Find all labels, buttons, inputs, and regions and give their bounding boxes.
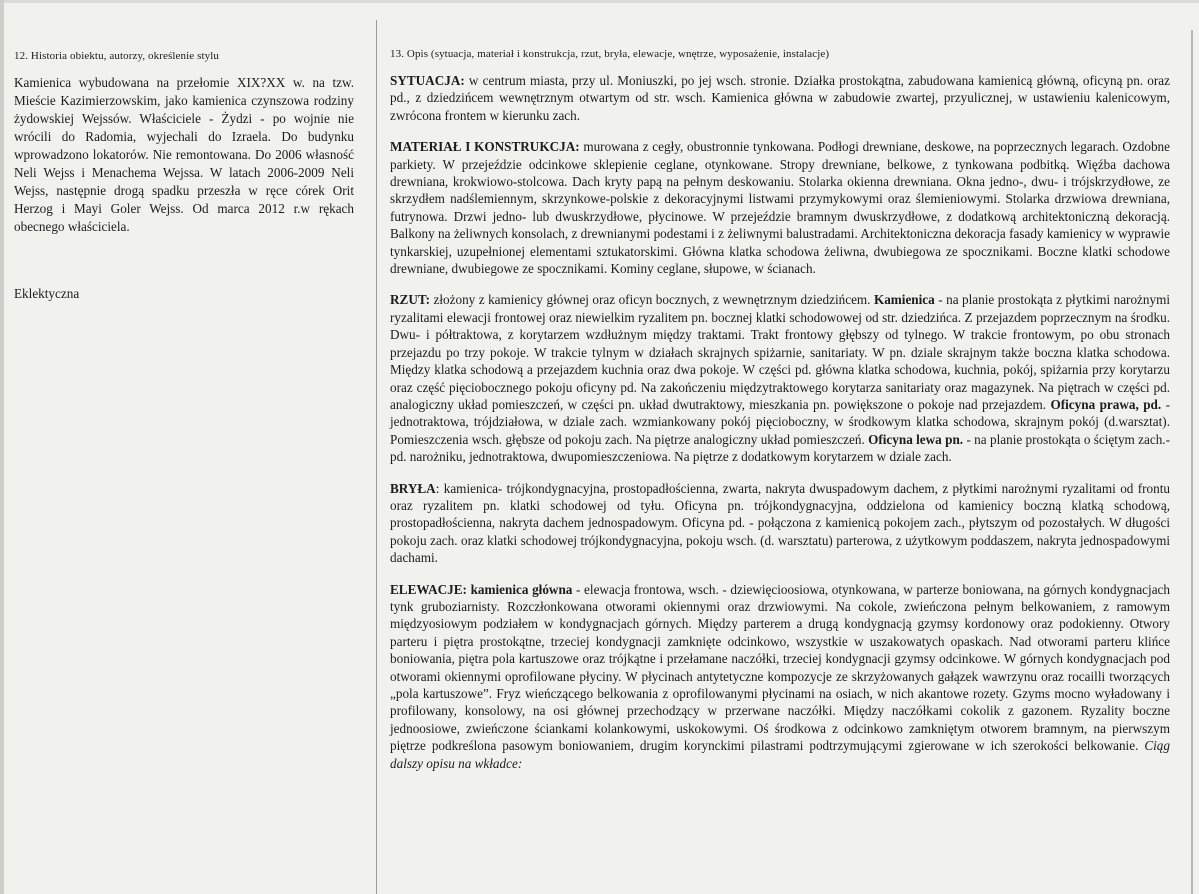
rzut-label: RZUT: [390,292,431,308]
section-elewacje [390,581,1170,772]
column-divider [376,20,377,894]
section-bryla [390,480,1170,567]
history-text: Kamienica wybudowana na przełomie XIX?XX w. na tzw. Mieście Kazimierzowskim, jako kamienica czynszowa rodziny żydowskiej Wejssów. Właściciele - Żydzi - po wojnie nie wrócili do Radomia, wyjechali do Izraela. Do budynku wprowadzono lokatorów. Nie remontowana. Do 2006 własność Neli Wejss i Menachema Wejssa. W latach 2006-2009 Neli Wejss, następnie drogą spadku przeszła w ręce córek Orit Herzog i Mayi Goler Wejss. Od marca 2012 r.w rękach obecnego właściciela. [14,75,354,234]
rzut-text-3: - jednotraktowa, trójdziałowa, w dziale zach. wzmiankowany pokój pięcioboczny, w środkowym klatka schodowa, skrajnym pokój (d.warsztat). Pomieszczenia wsch. głębsze od pokoju zach. Na piętrze analogiczny układ pomieszczeń. [390,396,1170,447]
elewacje-label: ELEWACJE: kamienica główna [390,581,573,597]
section-rzut [390,291,1170,465]
history-column [14,50,354,302]
description-column [390,48,1170,786]
material-label: MATERIAŁ I KONSTRUKCJA: [390,139,580,155]
rzut-bold-kamienica: Kamienica [873,292,935,308]
page-edge-left [0,0,4,894]
rzut-text-2: - na planie prostokąta z płytkimi narożnymi ryzalitami elewacji frontowej oraz niewielkim ryzalitem pn. bocznej klatki schodowowej od str. dziedzińca. Z przejazdem poprzecznym na środku. Dwu- i półtraktowa, z korytarzem wzdłużnym między traktami. Trakt frontowy głębszy od tylnego. W trakcie frontowym, po obu stronach przejazdu po trzy pokoje. W trakcie tylnym w działach skrajnych spiżarnie, sanitariaty. W pn. dziale skrajnym także boczna klatka schodowa. Między klatka schodową a przejazdem kuchnia oraz dwa pokoje. W części pd. główna klatka schodowa, kuchnia, pokój, spiżarnia przy korytarzu oraz część pięciobocznego pokoju oficyny pd. Na zakończeniu międzytraktowego korytarza sanitariaty oraz magazynek. Na piętrach w części pd. analogiczny układ pomieszczeń, w części pn. układ dwutraktowy, mieszkania pn. powiększone o pokoje nad przejazdem. [390,292,1171,412]
rzut-bold-oficyna-lewa: Oficyna lewa pn. [868,431,964,447]
section-sytuacja [390,72,1170,124]
bryla-text: : kamienica- trójkondygnacyjna, prostopadłościenna, zwarta, nakryta dwuspadowym dachem, z płytkimi narożnymi ryzalitami od frontu oraz ryzalitem pn. klatki schodowej od tyłu. Oficyna pn. trójkondygnacyjna, oddzielona od kamienicy boczną klatką schodową, prostopadłościenna, nakryta dachem jednospadowym. Oficyna pd. - połączona z kamienicą pokojem zach., płytszym od pozostałych. W długości pokoju zach. oraz klatki schodowej trójkondygnacyjna, pokoju wsch. (d. warsztatu) parterowa, z użytkowym poddaszem, nakryta jednospadowymi dachami. [390,480,1170,566]
sytuacja-label: SYTUACJA: [390,73,465,88]
rzut-bold-oficyna-prawa: Oficyna prawa, pd. [1050,396,1162,412]
material-text: murowana z cegły, obustronnie tynkowana. Podłogi drewniane, deskowe, na poprzecznych legarach. Ozdobne parkiety. W przejeździe odcinkowe sklepienie ceglane, otynkowane. Stropy drewniane, belkowe, z tynkowana podbitką. Więźba dachowa drewniana, krokwiowo-stolcowa. Dach kryty papą na pełnym deskowaniu. Stolarka okienna drewniana. Okna jedno-, dwu- i trójskrzydłowe, ze skrzydłem nadślemiennym, skrzynkowe-polskie z dekoracyjnymi listwami przymykowymi oraz ślemieniowymi. Stolarka drzwiowa drewniana, futrynowa. Drzwi jedno- lub dwuskrzydłowe, płycinowe. W przejeździe bramnym dwuskrzydłowe, z dodatkową architektoniczną dekoracją. Balkony na żeliwnych konsolach, z drewnianymi podestami i z żeliwnymi balustradami. Architektoniczna dekoracja fasady kamienicy w wyprawie tynkarskiej, uzupełnionej elementami sztukatorskimi. Główna klatka schodowa żeliwna, dwubiegowa ze spocznikami. Boczne klatki schodowe drewniane, dwubiegowe ze spocznikami. Kominy ceglane, słupowe, w ścianach. [390,139,1171,277]
page-edge-right [1191,30,1193,894]
section-material [390,138,1170,277]
rzut-text-4: - na planie prostokąta o ściętym zach.-pd. narożniku, jednotraktowa, dwupomieszczeniowa. Na piętrze z dodatkowym korytarzem w dziale zach. [390,431,1170,465]
bryla-label: BRYŁA [390,480,436,496]
history-heading: 12. Historia obiektu, autorzy, określenie stylu [14,50,219,62]
style-text: Eklektyczna [14,286,80,301]
page-edge-top [0,0,1199,3]
rzut-text-1: złożony z kamienicy głównej oraz oficyn bocznych, z wewnętrznym dziedzińcem. [430,292,874,308]
description-heading: 13. Opis (sytuacja, materiał i konstrukcja, rzut, bryła, elewacje, wnętrze, wyposażenie, instalacje) [390,48,830,60]
continued-note: Ciąg dalszy opisu na wkładce: [390,738,1170,771]
elewacje-text: - elewacja frontowa, wsch. - dziewięcioosiowa, otynkowana, w parterze boniowana, na górnych kondygnacjach tynk gruboziarnisty. Rozczłonkowana otworami okiennymi oraz drzwiowymi. Na cokole, zwieńczona pełnym belkowaniem, z ramowym międzyosiowym podziałem w kondygnacjach górnych. Między parterem a drugą kondygnacją gzymsy kordonowy oraz podokienny. Otwory parteru i piętra prostokątne, trzeciej kondygnacji zamknięte odcinkowo, wszystkie w uszakowatych opaskach. Nad otworami parteru klińce boniowania, piętra pola kartuszowe oraz trójkątne i przełamane naczółki, trzeciej kondygnacji gzymsy odcinkowe. W górnych kondygnacjach pod otworami okiennymi oprofilowane płyciny. W płycinach antytetyczne kompozycje ze skrzyżowanych gałązek wawrzynu oraz rocailli tworzących „pola kartuszowe”. Fryz wieńczącego belkowania z oprofilowanymi płycinami na osiach, w nich akantowe rozety. Gzyms mocno wyładowany i profilowany, konsolowy, na osi głównej przechodzący w przerwane naczółki. Między naczółkami cokolik z gazonem. Ryzality boczne jednoosiowe, zwieńczone ściankami kolankowymi, uskokowymi. Oś środkowa z odcinkowo zamkniętym otworem bramnym, na pierwszym piętrze podkreślona pasowym boniowaniem, drugim korynckimi pilastrami podtrzymującymi zgierowane w ich szerokości belkowanie. [390,581,1170,754]
sytuacja-text: w centrum miasta, przy ul. Moniuszki, po jej wsch. stronie. Działka prostokątna, zabudowana kamienicą główną, oficyną pn. oraz pd., z dziedzińcem wewnętrznym otwartym od str. wsch. Kamienica główna w zabudowie zwartej, przyulicznej, w ustawieniu kalenicowym, zwrócona frontem w kierunku zach. [390,73,1170,123]
